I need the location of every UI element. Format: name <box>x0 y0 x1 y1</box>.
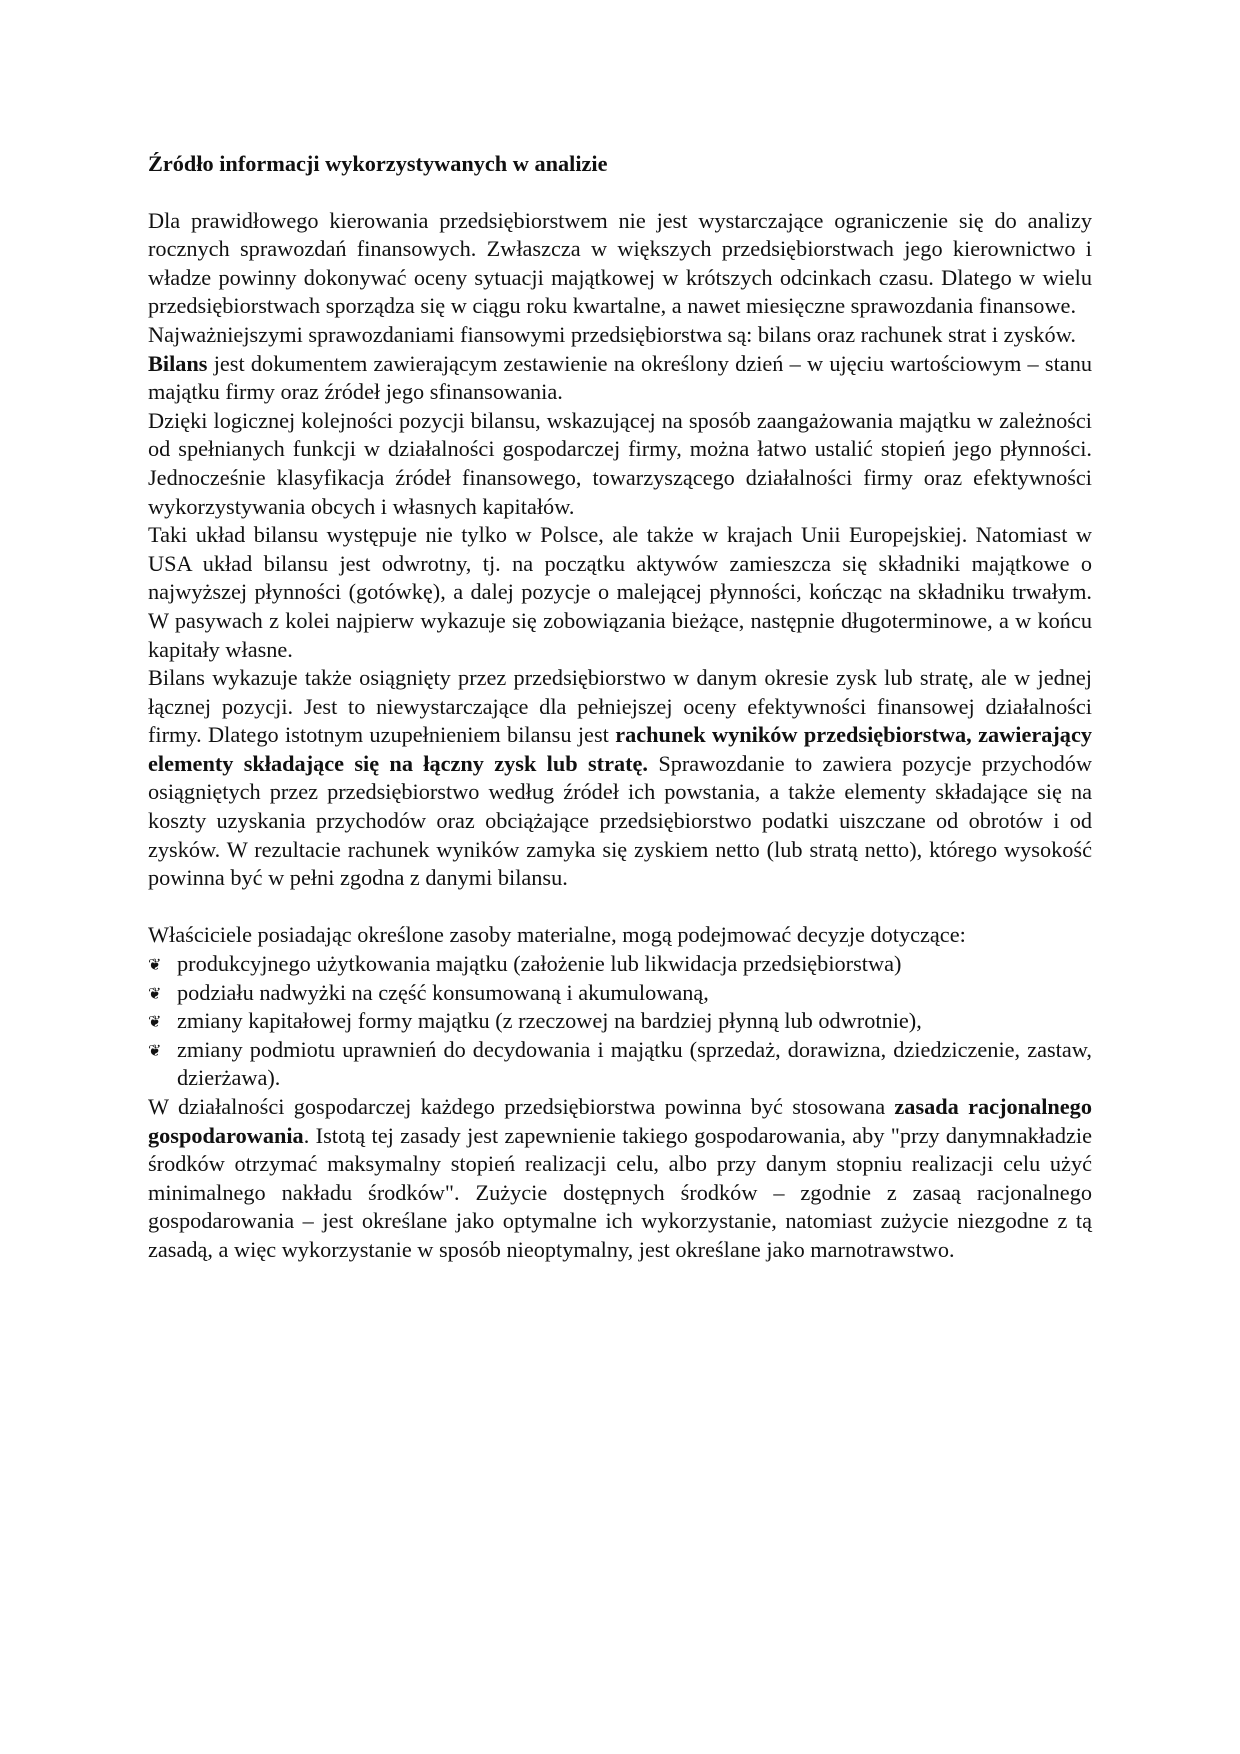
rational-management-term: zasada racjonalnego gospodarowania <box>148 1094 1092 1148</box>
paragraph-bilans-layout: Taki układ bilansu występuje nie tylko w Polsce, ale także w krajach Unii Europejskiej. Natomiast w USA układ bilansu jest odwrotny, tj. na początku aktywów zamieszcza się składniki majątkowe o najwyższej płynności (gotówkę), a dalej pozycje o malejącej płynności, kończąc na składniku trwałym. W pasywach z kolei najpierw wykazuje się zobowiązania bieżące, następnie długoterminowe, a w końcu kapitały własne. <box>148 522 1092 662</box>
rational-management-text-b: . Istotą tej zasady jest zapewnienie takiego gospodarowania, aby "przy danymnakładzie środków otrzymać maksymalny stopień realizacji celu, albo przy danym stopniu realizacji celu użyć minimalnego nakładu środków". Zużycie dostępnych środków – zgodnie z zasaą racjonalnego gospodarowania – jest określane jako optymalne ich wykorzystanie, natomiast zużycie niezgodne z tą zasadą, a więc wykorzystanie w sposób nieoptymalny, jest określane jako marnotrawstwo. <box>148 1122 1092 1262</box>
floral-bullet-icon: ❦ <box>148 983 162 1003</box>
list-item <box>148 979 1092 1008</box>
income-statement-term: rachunek wyników przedsiębiorstwa, zawierający elementy składające się na łączny zysk lub stratę. <box>148 722 1093 776</box>
document-title: Źródło informacji wykorzystywanych w analizie <box>148 151 608 176</box>
decision-list <box>148 950 1092 1093</box>
paragraph-rational-management <box>148 1093 1092 1265</box>
bilans-definition-text: jest dokumentem zawierającym zestawienie na określony dzień – w ujęciu wartościowym – stanu majątku firmy oraz źródeł jego sfinansowania. <box>148 350 1092 405</box>
paragraph-income-statement <box>148 664 1092 893</box>
floral-bullet-icon: ❦ <box>148 1040 162 1060</box>
paragraph-main-statements: Najważniejszymi sprawozdaniami fiansowymi przedsiębiorstwa są: bilans oraz rachunek strat i zysków. <box>148 321 1076 347</box>
paragraph-intro: Dla prawidłowego kierowania przedsiębiorstwem nie jest wystarczające ograniczenie się do analizy rocznych sprawozdań finansowych. Zwłaszcza w większych przedsiębiorstwach jego kierownictwo i władze powinny dokonywać oceny sytuacji majątkowej w krótszych odcinkach czasu. Dlatego w wielu przedsiębiorstwach sporządza się w ciągu roku kwartalne, a nawet miesięczne sprawozdania finansowe. <box>148 207 1092 319</box>
list-item <box>148 950 1092 979</box>
paragraph-bilans-order: Dzięki logicznej kolejności pozycji bilansu, wskazującej na sposób zaangażowania majątku w zależności od spełnianych funkcji w działalności gospodarczej firmy, można łatwo ustalić stopień jego płynności. Jednocześnie klasyfikacja źródeł finansowego, towarzyszącego działalności firmy oraz efektywności wykorzystywania obcych i własnych kapitałów. <box>148 407 1092 519</box>
floral-bullet-icon: ❦ <box>148 1012 162 1032</box>
income-statement-text-b: Sprawozdanie to zawiera pozycje przychodów osiągniętych przez przedsiębiorstwo według źródeł ich powstania, a także elementy składające się na koszty uzyskania przychodów oraz obciążające przedsiębiorstwo podatki uiszczane od obrotów i od zysków. W rezultacie rachunek wyników zamyka się zyskiem netto (lub stratą netto), którego wysokość powinna być w pełni zgodna z danymi bilansu. <box>148 750 1092 891</box>
list-item-text: podziału nadwyżki na część konsumowaną i akumulowaną, <box>177 979 709 1005</box>
floral-bullet-icon: ❦ <box>148 955 162 975</box>
list-item-text: zmiany kapitałowej formy majątku (z rzeczowej na bardziej płynną lub odwrotnie), <box>177 1008 922 1034</box>
list-item-text: produkcyjnego użytkowania majątku (założenie lub likwidacja przedsiębiorstwa) <box>177 951 902 977</box>
list-item <box>148 1007 1092 1036</box>
paragraph-gap <box>148 893 1092 922</box>
bilans-term: Bilans <box>148 350 208 376</box>
list-item <box>148 1036 1092 1093</box>
list-item-text: zmiany podmiotu uprawnień do decydowania i majątku (sprzedaż, dorawizna, dziedziczenie, zastaw, dzierżawa). <box>177 1036 1092 1091</box>
paragraph-owners-decisions: Właściciele posiadając określone zasoby materialne, mogą podejmować decyzje dotyczące: <box>148 922 966 948</box>
income-statement-text-a: Bilans wykazuje także osiągnięty przez przedsiębiorstwo w danym okresie zysk lub stratę, ale w jednej łącznej pozycji. Jest to niewystarczające dla pełniejszej oceny efektywności finansowej działalności firmy. Dlatego istotnym uzupełnieniem bilansu jest <box>148 665 1092 748</box>
paragraph-bilans-definition <box>148 350 1092 407</box>
rational-management-text-a: W działalności gospodarczej każdego przedsiębiorstwa powinna być stosowana <box>148 1094 895 1119</box>
document-body <box>148 150 1092 1265</box>
